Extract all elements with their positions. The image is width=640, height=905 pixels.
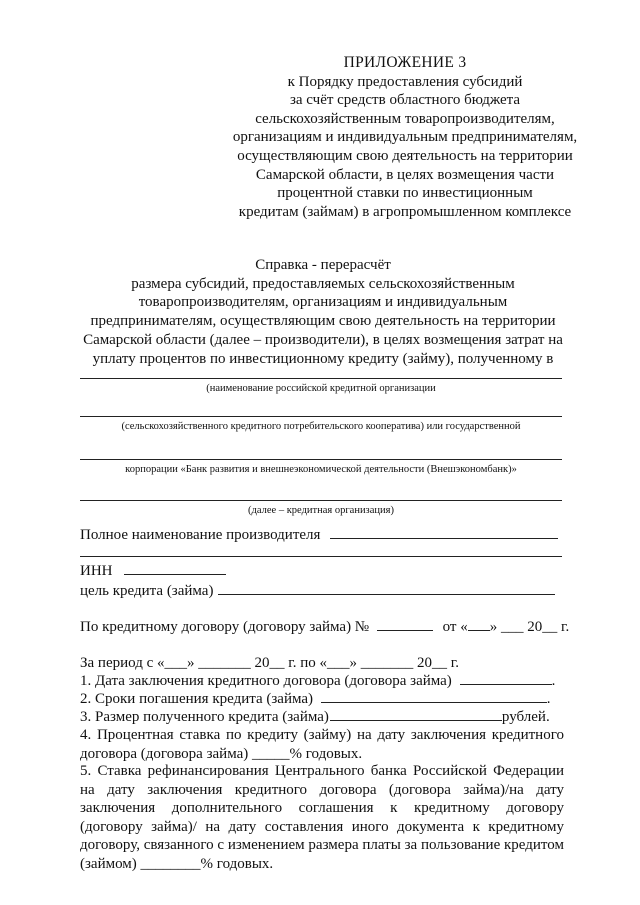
contract-day-input[interactable]: [468, 618, 490, 631]
appendix-line: процентной ставки по инвестиционным: [277, 185, 533, 202]
cooperative-caption: (сельскохозяйственного кредитного потребительского кооператива) или государственной: [121, 421, 521, 432]
producer-name-row: [80, 526, 564, 545]
bank-name-underline[interactable]: [80, 378, 562, 379]
certificate-line: предпринимателям, осуществляющим свою деятельность на территории: [90, 313, 556, 330]
corporation-field[interactable]: [80, 459, 562, 476]
appendix-header: [220, 54, 590, 221]
contract-number-input[interactable]: [377, 618, 433, 631]
bank-name-caption: (наименование российской кредитной организации: [206, 383, 436, 394]
producer-name-input[interactable]: [330, 526, 558, 539]
inn-input[interactable]: [124, 562, 226, 575]
certificate-line: товаропроизводителям, организациям и индивидуальным: [138, 294, 508, 311]
item-2: 2. Сроки погашения кредита (займа) .: [80, 691, 551, 707]
appendix-line: организациям и индивидуальным предпринимателям,: [232, 129, 578, 146]
contract-prefix: По кредитному договору (договору займа) №: [80, 619, 370, 635]
period-row: За период с «___» _______ 20__ г. по «___» _______ 20__ г.: [80, 655, 459, 671]
credit-purpose-row: [80, 582, 564, 601]
certificate-line: Самарской области (далее – производители), в целях возмещения затрат на: [83, 331, 563, 348]
item-1: 1. Дата заключения кредитного договора (договора займа) .: [80, 673, 556, 689]
appendix-line: к Порядку предоставления субсидий: [287, 73, 523, 90]
contract-row: [80, 618, 570, 637]
item-1-text: 1. Дата заключения кредитного договора (договора займа): [80, 673, 452, 689]
item-2-input[interactable]: [321, 690, 547, 703]
producer-name-continuation[interactable]: [80, 556, 562, 557]
item-1-input[interactable]: [460, 672, 552, 685]
appendix-line: Самарской области, в целях возмещения части: [255, 166, 555, 183]
inn-label: ИНН: [80, 563, 113, 579]
corporation-caption: корпорации «Банк развития и внешнеэкономической деятельности (Внешэкономбанк)»: [125, 464, 517, 475]
certificate-title: Справка - перерасчёт: [255, 257, 391, 273]
item-3-input[interactable]: [330, 708, 502, 721]
appendix-title: ПРИЛОЖЕНИЕ 3: [343, 54, 467, 71]
item-4: 4. Процентная ставка по кредиту (займу) на дату заключения кредитного договора (договора займа) _____% годовых.: [80, 727, 564, 762]
certificate-line: размера субсидий, предоставляемых сельскохозяйственным: [131, 275, 515, 292]
credit-purpose-input[interactable]: [218, 582, 555, 595]
item-2-text: 2. Сроки погашения кредита (займа): [80, 691, 314, 707]
bank-name-field[interactable]: [80, 378, 562, 395]
further-underline[interactable]: [80, 500, 562, 501]
appendix-line: кредитам (займам) в агропромышленном комплексе: [238, 203, 572, 220]
appendix-line: осуществляющим свою деятельность на территории: [237, 147, 573, 164]
further-caption: (далее – кредитная организация): [248, 505, 394, 516]
further-field[interactable]: [80, 500, 562, 517]
contract-from: от «: [442, 619, 468, 635]
producer-name-label: Полное наименование производителя: [80, 527, 321, 543]
cooperative-field[interactable]: [80, 416, 562, 433]
inn-row: [80, 562, 564, 581]
appendix-line: за счёт средств областного бюджета: [289, 92, 521, 109]
corporation-underline[interactable]: [80, 459, 562, 460]
contract-year: » ___ 20__ г.: [489, 619, 570, 635]
certificate-line: уплату процентов по инвестиционному кредиту (займу), полученному в: [92, 350, 554, 367]
item-3: [80, 708, 564, 727]
item-5: 5. Ставка рефинансирования Центрального банка Российской Федерации на дату заключения кредитного договора (договора займа)/на дату заключения дополнительного соглашения к кредитному договору (договору займа)/ на дату составления иного документа к кредитному договору, связанного с изменением размера платы за пользование кредитом (займом) ________% годовых.: [80, 763, 564, 872]
appendix-line: сельскохозяйственным товаропроизводителям,: [255, 110, 555, 127]
item-3-unit: рублей.: [501, 709, 550, 725]
credit-purpose-label: цель кредита (займа): [80, 583, 214, 599]
item-3-text: 3. Размер полученного кредита (займа): [80, 709, 329, 725]
cooperative-underline[interactable]: [80, 416, 562, 417]
certificate-heading: [78, 256, 568, 368]
